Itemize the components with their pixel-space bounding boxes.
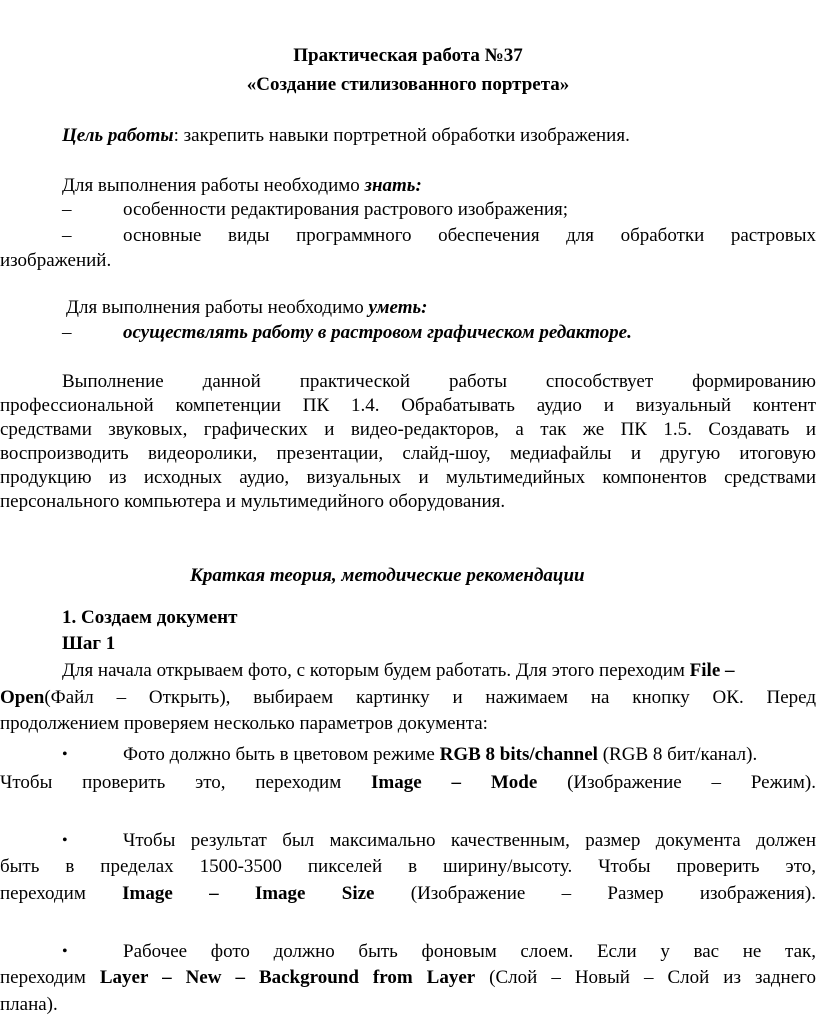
know-item-2-cont: изображений. (0, 250, 112, 271)
bullet-3-line-3: плана). (0, 994, 58, 1015)
section-heading: 1. Создаем документ (62, 607, 238, 628)
competence-line-6: персонального компьютера и мультимедийного оборудования. (0, 491, 506, 512)
bullet-1-line-2: Чтобы проверить это, переходим Image – Mode (Изображение – Режим). (0, 772, 816, 793)
goal-paragraph: Цель работы: закрепить навыки портретной обработки изображения. (62, 125, 630, 146)
goal-label: Цель работы (62, 125, 174, 146)
p1-line-2: Open(Файл – Открыть), выбираем картинку и нажимаем на кнопку ОК. Перед (0, 687, 816, 708)
can-intro: Для выполнения работы необходимо уметь: (66, 297, 428, 318)
p1-line-3: продолжением проверяем несколько параметров документа: (0, 713, 488, 734)
bullet-icon: • (62, 832, 68, 849)
title-line-2: «Создание стилизованного портрета» (246, 74, 570, 95)
step-label: Шаг 1 (62, 633, 116, 654)
dash-icon: – (62, 225, 72, 246)
know-intro: Для выполнения работы необходимо знать: (62, 175, 422, 196)
bullet-icon: • (62, 746, 68, 763)
title-line-1: Практическая работа №37 (293, 45, 523, 66)
competence-line-5: продукцию из исходных аудио, визуальных и мультимедийных компонентов средствами (0, 467, 816, 488)
bullet-3-line-2: переходим Layer – New – Background from Layer (Слой – Новый – Слой из заднего (0, 967, 816, 988)
dash-icon: – (62, 199, 72, 220)
theory-heading: Краткая теория, методические рекомендации (190, 565, 585, 586)
bullet-2-line-3: переходим Image – Image Size (Изображение – Размер изображения). (0, 883, 816, 904)
bullet-icon: • (62, 943, 68, 960)
p1-line-1: Для начала открываем фото, с которым будем работать. Для этого переходим File – (62, 660, 735, 681)
competence-line-3: средствами звуковых, графических и видео-редакторов, а так же ПК 1.5. Создавать и (0, 419, 816, 440)
competence-line-1: Выполнение данной практической работы способствует формированию (62, 371, 816, 392)
bullet-2-line-2: быть в пределах 1500-3500 пикселей в ширину/высоту. Чтобы проверить это, (0, 856, 816, 877)
competence-line-2: профессиональной компетенции ПК 1.4. Обрабатывать аудио и визуальный контент (0, 395, 816, 416)
competence-line-4: воспроизводить видеоролики, презентации, слайд-шоу, медиафайлы и другую итоговую (0, 443, 816, 464)
dash-icon: – (62, 322, 72, 343)
